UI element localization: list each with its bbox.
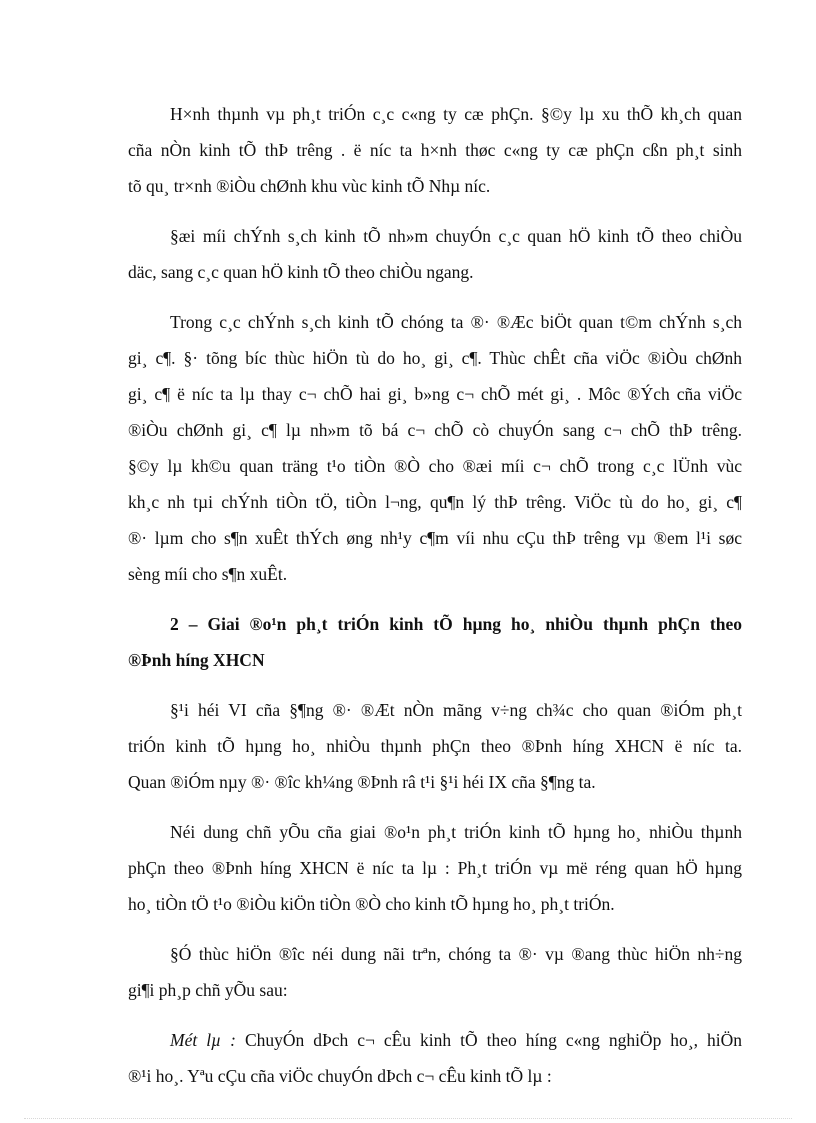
text-line: Quan ®iÓm nµy ®· ®îc kh¼ng ®Þnh râ t¹i §¹i héi IX cña §¶ng ta.: [128, 772, 596, 792]
paragraph-first-solution: [128, 1022, 742, 1094]
text-line: Néi dung chñ yÕu cña giai ®o¹n ph¸t triÓn kinh tÕ hµng ho¸ nhiÒu thµnh: [170, 822, 742, 842]
heading-line: 2 – Giai ®o¹n ph¸t triÓn kinh tÕ hµng ho¸ nhiÒu thµnh phÇn theo: [170, 614, 742, 634]
paragraph-solutions-intro: [128, 936, 742, 1008]
text-line: ®¹i ho¸. Yªu cÇu cña viÖc chuyÓn dÞch c¬ cÊu kinh tÕ lµ :: [128, 1066, 552, 1086]
text-line: §Ó thùc hiÖn ®îc néi dung nãi trªn, chóng ta ®· vµ ®ang thùc hiÖn nh÷ng: [170, 944, 742, 964]
text-line: [128, 1022, 742, 1058]
paragraph-joint-stock-companies: [128, 96, 742, 204]
text-line: sèng míi cho s¶n xuÊt.: [128, 564, 288, 584]
text-line: ho¸ tiÒn tÖ t¹o ®iÒu kiÖn tiÒn ®Ò cho kinh tÕ hµng ho¸ ph¸t triÓn.: [128, 894, 615, 914]
text-line: H×nh thµnh vµ ph¸t triÓn c¸c c«ng ty cæ phÇn. §©y lµ xu thÕ kh¸ch quan: [170, 104, 742, 124]
text-line: cña nÒn kinh tÕ thÞ trêng . ë níc ta h×nh thøc c«ng ty cæ phÇn cßn ph¸t sinh: [128, 140, 742, 160]
text-line: ®iÒu chØnh gi¸ c¶ lµ nh»m tõ bá c¬ chÕ cò chuyÓn sang c¬ chÕ thÞ trêng.: [128, 420, 742, 440]
text-line: §¹i héi VI cña §¶ng ®· ®Æt nÒn mãng v÷ng ch¾c cho quan ®iÓm ph¸t: [170, 700, 742, 720]
text-line: phÇn theo ®Þnh híng XHCN ë níc ta lµ : Ph¸t triÓn vµ më réng quan hÖ hµng: [128, 858, 742, 878]
emphasis-label: Mét lµ :: [170, 1030, 236, 1050]
text-line: gi¸ c¶. §· tõng bíc thùc hiÖn tù do ho¸ gi¸ c¶. Thùc chÊt cña viÖc ®iÒu chØnh: [128, 348, 742, 368]
paragraph-main-content: [128, 814, 742, 922]
text-line: tõ qu¸ tr×nh ®iÒu chØnh khu vùc kinh tÕ Nhµ níc.: [128, 176, 491, 196]
text-line: kh¸c nh tµi chÝnh tiÒn tÖ, tiÒn l¬ng, qu¶n lý thÞ trêng. ViÖc tù do ho¸ gi¸ c¶: [128, 492, 742, 512]
page-body: [128, 96, 742, 1108]
text-segment: ChuyÓn dÞch c¬ cÊu kinh tÕ theo híng c«ng nghiÖp ho¸, hiÖn: [235, 1030, 742, 1050]
text-line: Trong c¸c chÝnh s¸ch kinh tÕ chóng ta ®· ®Æc biÖt quan t©m chÝnh s¸ch: [170, 312, 742, 332]
text-line: ®· lµm cho s¶n xuÊt thÝch øng nh¹y c¶m víi nhu cÇu thÞ trêng vµ ®em l¹i søc: [128, 528, 742, 548]
text-line: gi¶i ph¸p chñ yÕu sau:: [128, 980, 288, 1000]
text-line: däc, sang c¸c quan hÖ kinh tÕ theo chiÒu ngang.: [128, 262, 474, 282]
text-line: §æi míi chÝnh s¸ch kinh tÕ nh»m chuyÓn c¸c quan hÖ kinh tÕ theo chiÒu: [170, 226, 742, 246]
section-heading: [128, 606, 742, 678]
text-line: §©y lµ kh©u quan träng t¹o tiÒn ®Ò cho ®æi míi c¬ chÕ trong c¸c lÜnh vùc: [128, 456, 742, 476]
heading-line: ®Þnh híng XHCN: [128, 650, 265, 670]
paragraph-price-policy: [128, 304, 742, 592]
text-line: gi¸ c¶ ë níc ta lµ thay c¬ chÕ hai gi¸ b»ng c¬ chÕ mét gi¸ . Môc ®Ých cña viÖc: [128, 384, 742, 404]
paragraph-policy-renewal: [128, 218, 742, 290]
page-bottom-rule: [24, 1118, 792, 1119]
paragraph-party-congress: [128, 692, 742, 800]
text-line: triÓn kinh tÕ hµng ho¸ nhiÒu thµnh phÇn theo ®Þnh híng XHCN ë níc ta.: [128, 736, 742, 756]
